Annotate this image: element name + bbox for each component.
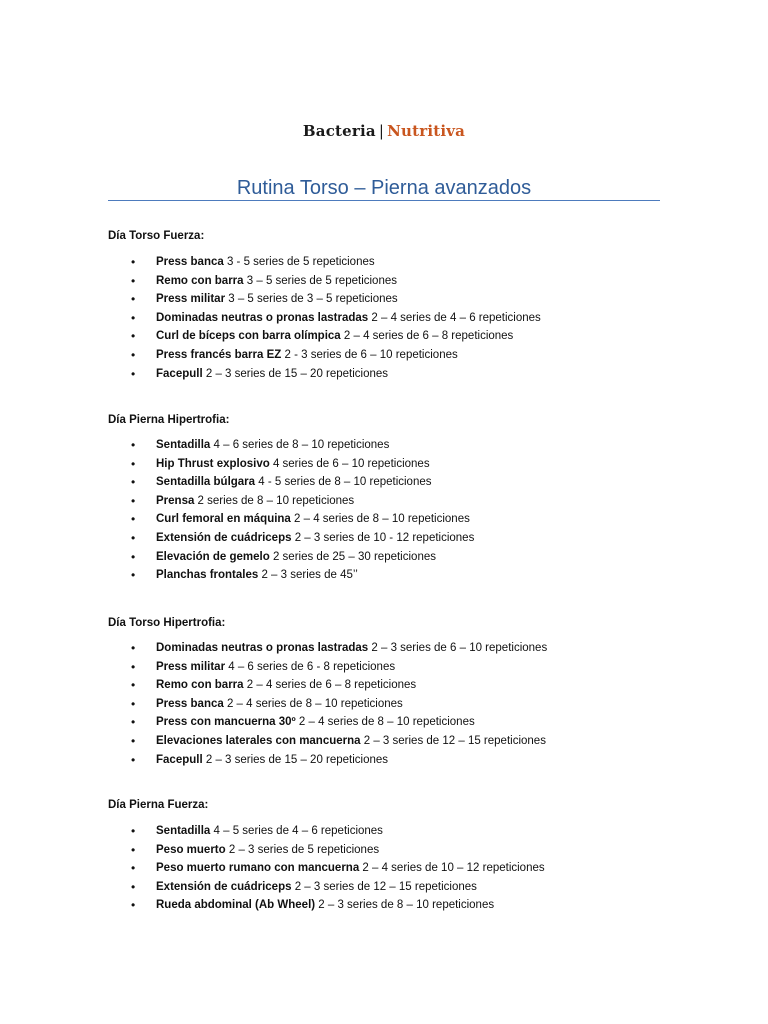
exercise-detail: 3 - 5 series de 5 repeticiones [223, 256, 375, 268]
exercise-detail: 2 – 4 series de 4 – 6 repeticiones [368, 311, 541, 324]
exercise-detail: 2 – 4 series de 6 – 8 repeticiones [340, 330, 514, 343]
exercise-name: Prensa [156, 494, 195, 507]
list-item [108, 473, 668, 492]
list-item [108, 695, 668, 714]
list-item [108, 751, 668, 770]
exercise-detail: 2 – 4 series de 8 – 10 repeticiones [223, 697, 403, 710]
bullet-icon: • [131, 752, 136, 767]
bullet-icon: • [131, 861, 136, 876]
bullet-icon: • [131, 824, 136, 838]
list-item [108, 492, 668, 511]
exercise-detail: 2 – 4 series de 10 – 12 repeticiones [359, 862, 545, 875]
exercise-name: Extensión de cuádriceps [156, 531, 292, 544]
list-item [108, 272, 668, 291]
bullet-icon: • [131, 493, 136, 508]
exercise-name: Dominadas neutras o pronas lastradas [156, 311, 369, 324]
bullet-icon: • [131, 456, 136, 471]
exercise-name: Planchas frontales [156, 569, 259, 582]
exercise-list [108, 639, 668, 769]
exercise-detail: 4 – 6 series de 8 – 10 repeticiones [210, 439, 390, 451]
section-torso-fuerza [108, 228, 668, 383]
list-item [108, 365, 668, 384]
section-heading: Día Pierna Hipertrofia: [108, 414, 230, 426]
exercise-name: Press francés barra EZ [156, 348, 282, 361]
exercise-detail: 2 – 3 series de 8 – 10 repeticiones [315, 899, 495, 912]
list-item [108, 896, 668, 915]
list-item [108, 436, 668, 455]
exercise-detail: 2 – 3 series de 5 repeticiones [225, 843, 380, 856]
exercise-detail: 4 – 6 series de 6 - 8 repeticiones [225, 660, 396, 673]
exercise-name: Press banca [156, 697, 224, 710]
bullet-icon: • [131, 438, 136, 452]
list-item [108, 878, 668, 897]
bullet-icon: • [131, 678, 136, 693]
exercise-detail: 4 - 5 series de 8 – 10 repeticiones [255, 476, 432, 489]
exercise-name: Facepull [156, 753, 203, 766]
exercise-name: Hip Thrust explosivo [156, 457, 270, 470]
exercise-detail: 2 – 4 series de 8 – 10 repeticiones [290, 513, 470, 526]
exercise-name: Sentadilla [156, 439, 211, 451]
list-item [108, 290, 668, 309]
exercise-detail: 2 series de 25 – 30 repeticiones [269, 550, 436, 563]
exercise-detail: 2 – 3 series de 15 – 20 repeticiones [202, 753, 389, 766]
logo-text-nutritiva: Nutritiva [387, 122, 466, 140]
bullet-icon: • [131, 879, 136, 894]
bullet-icon: • [131, 641, 136, 655]
bullet-icon: • [131, 696, 136, 711]
exercise-detail: 2 – 4 series de 8 – 10 repeticiones [295, 716, 475, 729]
exercise-list [108, 822, 668, 915]
bullet-icon: • [131, 568, 136, 583]
logo-text-bacteria: Bacteria [302, 122, 376, 140]
list-item [108, 566, 668, 585]
list-item [108, 529, 668, 548]
exercise-detail: 4 – 5 series de 4 – 6 repeticiones [210, 825, 383, 837]
bullet-icon: • [131, 329, 136, 344]
bullet-icon: • [131, 366, 136, 381]
section-torso-hipertrofia [108, 615, 668, 769]
list-item [108, 253, 668, 272]
bullet-icon: • [131, 475, 136, 490]
exercise-name: Press militar [156, 293, 226, 306]
bullet-icon: • [131, 733, 136, 748]
exercise-detail: 2 – 3 series de 12 – 15 repeticiones [291, 880, 477, 893]
list-item [108, 510, 668, 529]
exercise-detail: 2 – 4 series de 6 – 8 repeticiones [243, 679, 417, 692]
bullet-icon: • [131, 255, 136, 269]
list-item [108, 346, 668, 365]
exercise-name: Elevaciones laterales con mancuerna [156, 734, 361, 747]
list-item [108, 455, 668, 474]
exercise-name: Press militar [156, 660, 226, 673]
section-heading: Día Pierna Fuerza: [108, 799, 209, 811]
section-heading: Día Torso Fuerza: [108, 230, 205, 242]
bullet-icon: • [131, 530, 136, 545]
exercise-detail: 2 – 3 series de 10 - 12 repeticiones [291, 531, 475, 544]
bullet-icon: • [131, 659, 136, 674]
exercise-detail: 3 – 5 series de 5 repeticiones [243, 274, 397, 287]
list-item [108, 658, 668, 677]
exercise-detail: 2 – 3 series de 6 – 10 repeticiones [368, 642, 548, 654]
bullet-icon: • [131, 310, 136, 325]
exercise-list [108, 253, 668, 383]
exercise-name: Peso muerto [156, 843, 226, 856]
exercise-name: Elevación de gemelo [156, 550, 270, 563]
exercise-name: Rueda abdominal (Ab Wheel) [156, 899, 316, 912]
list-item [108, 548, 668, 567]
logo-separator: | [378, 122, 385, 140]
bullet-icon: • [131, 273, 136, 288]
exercise-name: Extensión de cuádriceps [156, 880, 292, 893]
list-item [108, 327, 668, 346]
list-item [108, 822, 668, 841]
exercise-name: Curl de bíceps con barra olímpica [156, 330, 341, 343]
exercise-list [108, 436, 668, 585]
exercise-detail: 2 – 3 series de 15 – 20 repeticiones [202, 367, 389, 380]
document-title: Rutina Torso – Pierna avanzados [236, 177, 532, 199]
exercise-detail: 4 series de 6 – 10 repeticiones [269, 457, 430, 470]
exercise-name: Press banca [156, 256, 224, 268]
exercise-detail: 2 – 3 series de 45’’ [258, 569, 358, 582]
exercise-name: Dominadas neutras o pronas lastradas [156, 642, 369, 654]
bullet-icon: • [131, 898, 136, 913]
bullet-icon: • [131, 512, 136, 527]
brand-logo [0, 120, 768, 142]
exercise-name: Peso muerto rumano con mancuerna [156, 862, 360, 875]
exercise-name: Sentadilla [156, 825, 211, 837]
list-item [108, 859, 668, 878]
bullet-icon: • [131, 842, 136, 857]
list-item [108, 639, 668, 658]
exercise-name: Remo con barra [156, 274, 244, 287]
exercise-name: Remo con barra [156, 679, 244, 692]
section-heading: Día Torso Hipertrofia: [108, 617, 226, 629]
exercise-detail: 2 – 3 series de 12 – 15 repeticiones [360, 734, 546, 747]
list-item [108, 732, 668, 751]
bullet-icon: • [131, 347, 136, 362]
section-pierna-fuerza [108, 797, 668, 915]
exercise-name: Press con mancuerna 30º [156, 716, 296, 729]
list-item [108, 713, 668, 732]
exercise-detail: 3 – 5 series de 3 – 5 repeticiones [225, 293, 398, 306]
exercise-name: Facepull [156, 367, 203, 380]
list-item [108, 841, 668, 860]
bullet-icon: • [131, 549, 136, 564]
title-underline [108, 200, 660, 201]
exercise-detail: 2 series de 8 – 10 repeticiones [194, 494, 355, 507]
list-item [108, 676, 668, 695]
exercise-detail: 2 - 3 series de 6 – 10 repeticiones [281, 348, 458, 361]
list-item [108, 309, 668, 328]
bullet-icon: • [131, 292, 136, 307]
bullet-icon: • [131, 715, 136, 730]
exercise-name: Sentadilla búlgara [156, 476, 256, 489]
exercise-name: Curl femoral en máquina [156, 513, 291, 526]
section-pierna-hipertrofia [108, 412, 668, 585]
